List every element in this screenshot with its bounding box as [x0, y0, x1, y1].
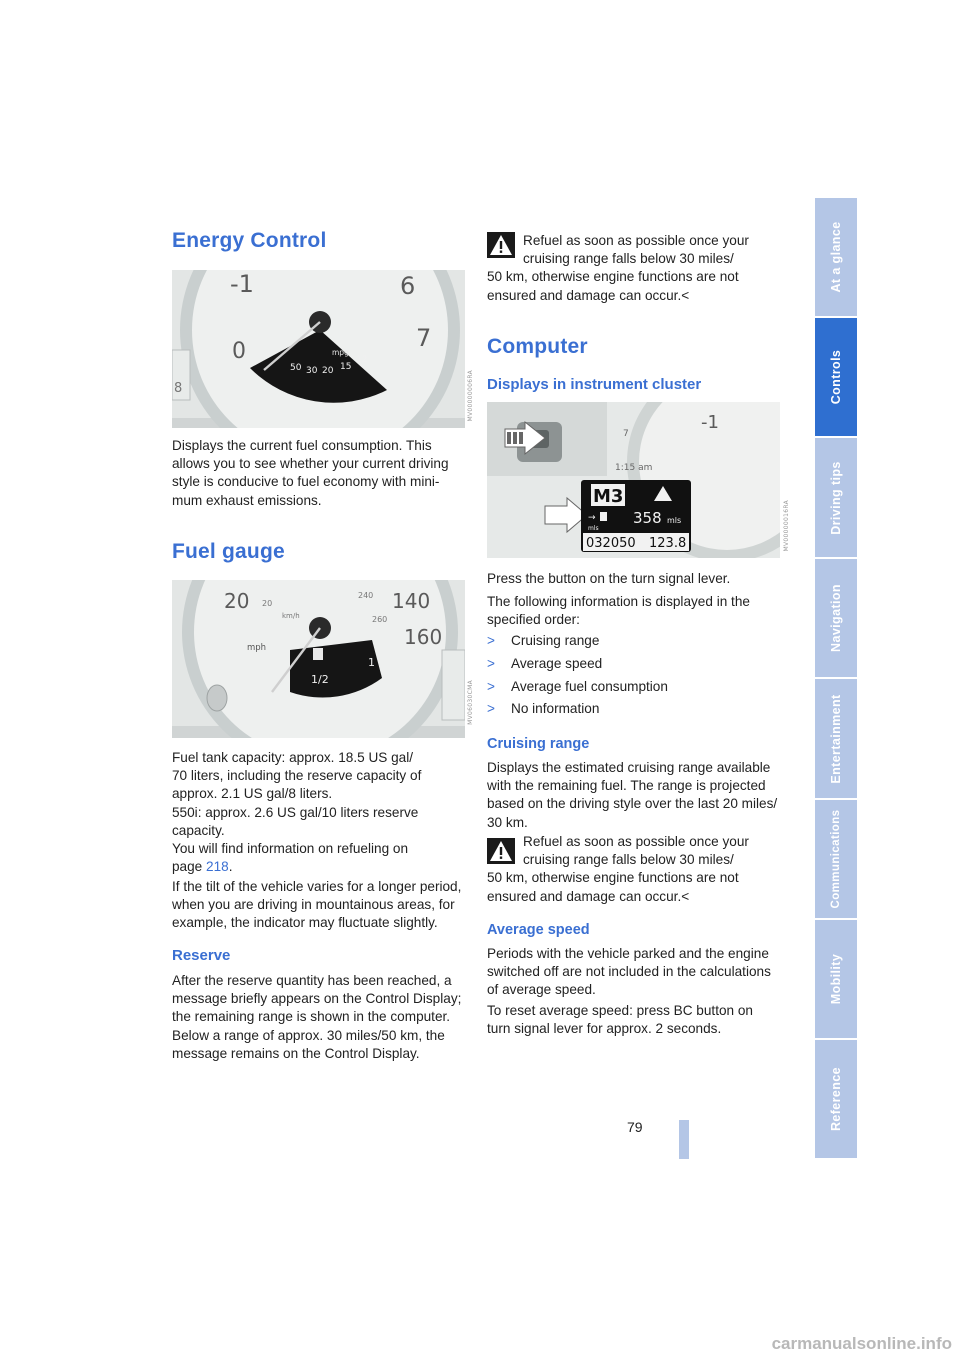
fuel-gauge-heading: Fuel gauge: [172, 540, 285, 563]
scale-50: 50: [290, 363, 302, 373]
tab-entertainment[interactable]: Entertainment: [815, 679, 857, 800]
computer-image-code: MV00000016RA: [783, 500, 790, 552]
fuel-pump-small-icon: [600, 512, 607, 521]
fuel-pump-icon: [313, 648, 323, 660]
computer-display-figure: [487, 402, 780, 558]
scale-30: 30: [306, 366, 318, 376]
range-unit: mls: [667, 516, 682, 525]
econ-image-code: MV00000006RA: [467, 370, 474, 422]
fuel-image-code: MV06030CMA: [467, 680, 474, 725]
tab-mobility[interactable]: Mobility: [815, 920, 857, 1040]
fuel-dial-140: 140: [392, 589, 431, 613]
gear-indicator: M3: [593, 486, 624, 507]
range-value: 358: [633, 509, 662, 527]
fuel-gauge-text-1: Fuel tank capacity: approx. 18.5 US gal/ 70 liters, including the reserve capacity of approx. 2.1 US gal/8 liters. 550i: approx. 2.6 US gal/10 liters reserve capacity. You will find information on refueling on page 218.: [172, 750, 422, 875]
odometer-value: 032050: [586, 536, 636, 551]
dial-zero: 0: [232, 339, 246, 364]
scale-12: 12: [356, 355, 368, 365]
scale-15: 15: [340, 362, 352, 372]
fuel-gauge-figure: [172, 580, 465, 738]
mph-label: mph: [247, 643, 267, 653]
computer-intro-2: The following information is displayed in the specified order:: [487, 594, 750, 628]
dial-six: 6: [400, 272, 416, 300]
energy-control-figure: [172, 270, 465, 428]
side-tabs: [815, 198, 857, 1160]
reserve-text: After the reserve quantity has been reached, a message briefly appears on the Control Display; the remaining range is shown in the computer. Below a range of approx. 30 miles/50 km, the message remains on the Control Display.: [172, 973, 462, 1061]
dial-minus-one: -1: [230, 270, 254, 298]
tab-driving-tips[interactable]: Driving tips: [815, 438, 857, 559]
kmh-260: 260: [372, 615, 388, 624]
page-number: 79: [627, 1119, 643, 1135]
energy-control-text: Displays the current fuel consumption. This allows you to see whether your current driving style is conducive to fuel economy with mini- mum exhaust emissions.: [172, 438, 449, 508]
trip-value: 123.8: [649, 536, 687, 551]
computer-heading: Computer: [487, 335, 588, 358]
clock-time: 1:15 am: [615, 463, 653, 473]
average-speed-text-2: To reset average speed: press BC button on turn signal lever for approx. 2 seconds.: [487, 1003, 753, 1037]
kmh-label: km/h: [282, 612, 300, 620]
kmh-20: 20: [262, 599, 273, 608]
computer-intro-1: Press the button on the turn signal lever.: [487, 571, 731, 586]
tab-reference[interactable]: Reference: [815, 1040, 857, 1160]
fuel-dial-20: 20: [224, 589, 250, 613]
cruising-range-text: Displays the estimated cruising range available with the remaining fuel. The range is projected based on the driving style over the last 20 miles/ 30 km.: [487, 760, 778, 830]
dial-seven-small: 7: [623, 429, 629, 439]
dial-eight: 8: [174, 381, 183, 396]
energy-control-heading: Energy Control: [172, 229, 327, 252]
watermark: carmanualsonline.info: [771, 1334, 952, 1353]
scale-20: 20: [322, 366, 334, 376]
bullet-marker: >: [487, 656, 495, 671]
reserve-heading: Reserve: [172, 947, 231, 964]
refuel-page-link[interactable]: 218: [206, 859, 229, 875]
instrument-cluster-heading: Displays in instrument cluster: [487, 376, 702, 393]
bullet-marker: >: [487, 701, 495, 716]
page-number-bar: [679, 1120, 689, 1159]
svg-text:→: →: [588, 513, 596, 523]
range-small-unit: mls: [588, 525, 599, 532]
fuel-mark-full: 1: [368, 656, 375, 669]
warning-top-text: Refuel as soon as possible once your cruising range falls below 30 miles/ 50 km, otherwise engine functions are not ensured and damage can occur.<: [487, 233, 749, 303]
average-speed-heading: Average speed: [487, 922, 590, 938]
fuel-dial-160: 160: [404, 625, 443, 649]
fuel-gauge-svg: [172, 580, 465, 738]
fuel-mark-half: 1/2: [311, 673, 329, 686]
dial-seven: 7: [416, 324, 432, 352]
tab-at-a-glance[interactable]: At a glance: [815, 198, 857, 318]
mpg-label: mpg: [332, 348, 349, 357]
cruising-warning-text: Refuel as soon as possible once your cruising range falls below 30 miles/ 50 km, otherwise engine functions are not ensured and damage can occur.<: [487, 834, 749, 904]
average-speed-text-1: Periods with the vehicle parked and the engine switched off are not included in the calculations of average speed.: [487, 946, 771, 998]
computer-display-svg: [487, 402, 780, 558]
fuel-gauge-text-2: If the tilt of the vehicle varies for a longer period, when you are driving in mountainous areas, for example, the indicator may fluctuate slightly.: [172, 879, 462, 931]
bullet-marker: >: [487, 679, 495, 694]
econ-gauge-svg: [172, 270, 465, 428]
kmh-240: 240: [358, 591, 374, 600]
tab-communications[interactable]: Communications: [815, 800, 857, 920]
tab-controls[interactable]: Controls: [815, 318, 857, 438]
dial-minus-one-right: -1: [701, 412, 719, 433]
bullet-marker: >: [487, 633, 495, 648]
tab-navigation[interactable]: Navigation: [815, 559, 857, 679]
cruising-range-heading: Cruising range: [487, 736, 590, 752]
